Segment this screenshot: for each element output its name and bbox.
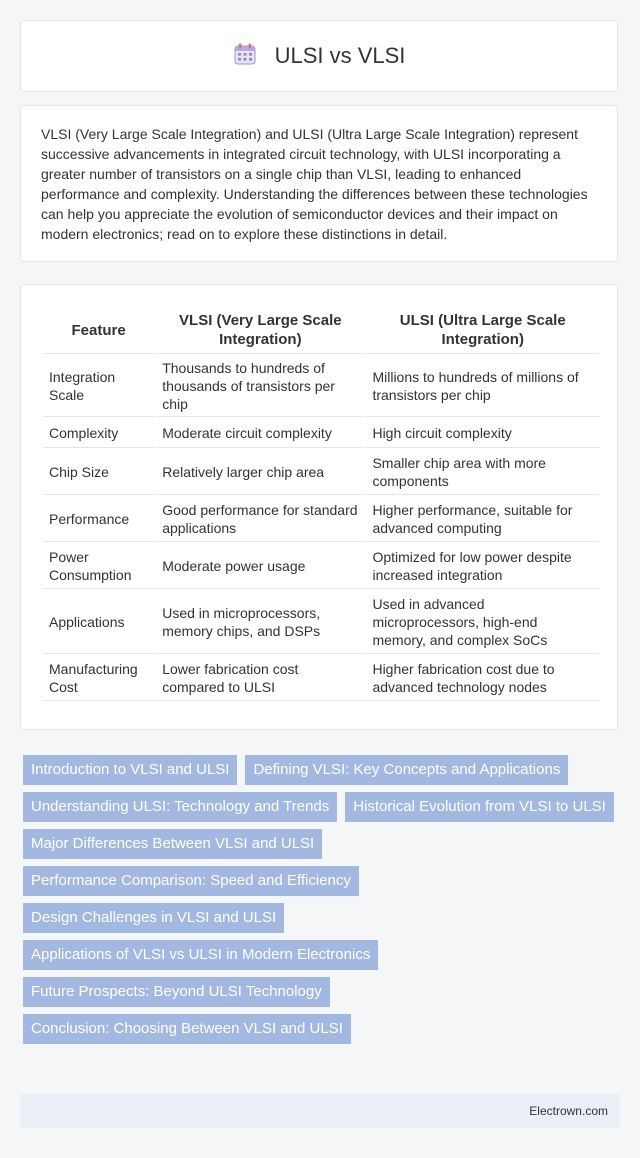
header-vlsi: VLSI (Very Large Scale Integration) bbox=[156, 307, 364, 354]
tag-design-challenges[interactable]: Design Challenges in VLSI and ULSI bbox=[23, 903, 284, 933]
table-row bbox=[43, 450, 599, 495]
page-title: ULSI vs VLSI bbox=[274, 43, 406, 68]
tag-applications[interactable]: Applications of VLSI vs ULSI in Modern Electronics bbox=[23, 940, 378, 970]
tag-performance-comparison[interactable]: Performance Comparison: Speed and Efficiency bbox=[23, 866, 359, 896]
tag-conclusion[interactable]: Conclusion: Choosing Between VLSI and ULSI bbox=[23, 1014, 351, 1044]
feature-cell: Performance bbox=[43, 497, 154, 542]
tag-historical-evolution[interactable]: Historical Evolution from VLSI to ULSI bbox=[345, 792, 614, 822]
table-row bbox=[43, 356, 599, 417]
vlsi-cell: Thousands to hundreds of thousands of transistors per chip bbox=[156, 356, 364, 417]
feature-cell: Manufacturing Cost bbox=[43, 656, 154, 701]
title-card bbox=[20, 20, 618, 92]
table-row bbox=[43, 419, 599, 448]
header-feature: Feature bbox=[43, 307, 154, 354]
table-row bbox=[43, 497, 599, 542]
title-wrap bbox=[233, 42, 406, 71]
table-row bbox=[43, 591, 599, 654]
comparison-table-card bbox=[20, 284, 618, 730]
tag-introduction[interactable]: Introduction to VLSI and ULSI bbox=[23, 755, 237, 785]
table-row bbox=[43, 656, 599, 701]
header-ulsi: ULSI (Ultra Large Scale Integration) bbox=[366, 307, 599, 354]
calendar-icon bbox=[233, 42, 257, 71]
vlsi-cell: Used in microprocessors, memory chips, and DSPs bbox=[156, 591, 364, 654]
table-header-row bbox=[43, 307, 599, 354]
ulsi-cell: Higher performance, suitable for advanced computing bbox=[366, 497, 599, 542]
feature-cell: Chip Size bbox=[43, 450, 154, 495]
ulsi-cell: Used in advanced microprocessors, high-end memory, and complex SoCs bbox=[366, 591, 599, 654]
feature-cell: Complexity bbox=[43, 419, 154, 448]
ulsi-cell: Optimized for low power despite increased integration bbox=[366, 544, 599, 589]
table-row bbox=[43, 544, 599, 589]
topic-tags bbox=[23, 755, 617, 1044]
tag-future-prospects[interactable]: Future Prospects: Beyond ULSI Technology bbox=[23, 977, 330, 1007]
comparison-table bbox=[41, 305, 601, 703]
tag-understanding-ulsi[interactable]: Understanding ULSI: Technology and Trends bbox=[23, 792, 337, 822]
intro-card bbox=[20, 105, 618, 262]
ulsi-cell: High circuit complexity bbox=[366, 419, 599, 448]
intro-paragraph: VLSI (Very Large Scale Integration) and ULSI (Ultra Large Scale Integration) represent successive advancements in integrated circuit technology, with ULSI incorporating a greater number of transistors on a single chip than VLSI, leading to enhanced performance and complexity. Understanding the differences between these technologies can help you appreciate the evolution of semiconductor devices and their impact on modern electronics; read on to explore these distinctions in detail. bbox=[41, 126, 588, 242]
footer-site-link[interactable]: Electrown.com bbox=[529, 1104, 608, 1118]
vlsi-cell: Moderate circuit complexity bbox=[156, 419, 364, 448]
ulsi-cell: Higher fabrication cost due to advanced technology nodes bbox=[366, 656, 599, 701]
feature-cell: Applications bbox=[43, 591, 154, 654]
feature-cell: Integration Scale bbox=[43, 356, 154, 417]
vlsi-cell: Lower fabrication cost compared to ULSI bbox=[156, 656, 364, 701]
tag-defining-vlsi[interactable]: Defining VLSI: Key Concepts and Applications bbox=[245, 755, 568, 785]
ulsi-cell: Smaller chip area with more components bbox=[366, 450, 599, 495]
ulsi-cell: Millions to hundreds of millions of transistors per chip bbox=[366, 356, 599, 417]
vlsi-cell: Good performance for standard applications bbox=[156, 497, 364, 542]
feature-cell: Power Consumption bbox=[43, 544, 154, 589]
vlsi-cell: Relatively larger chip area bbox=[156, 450, 364, 495]
tag-major-differences[interactable]: Major Differences Between VLSI and ULSI bbox=[23, 829, 322, 859]
footer bbox=[20, 1094, 620, 1128]
vlsi-cell: Moderate power usage bbox=[156, 544, 364, 589]
